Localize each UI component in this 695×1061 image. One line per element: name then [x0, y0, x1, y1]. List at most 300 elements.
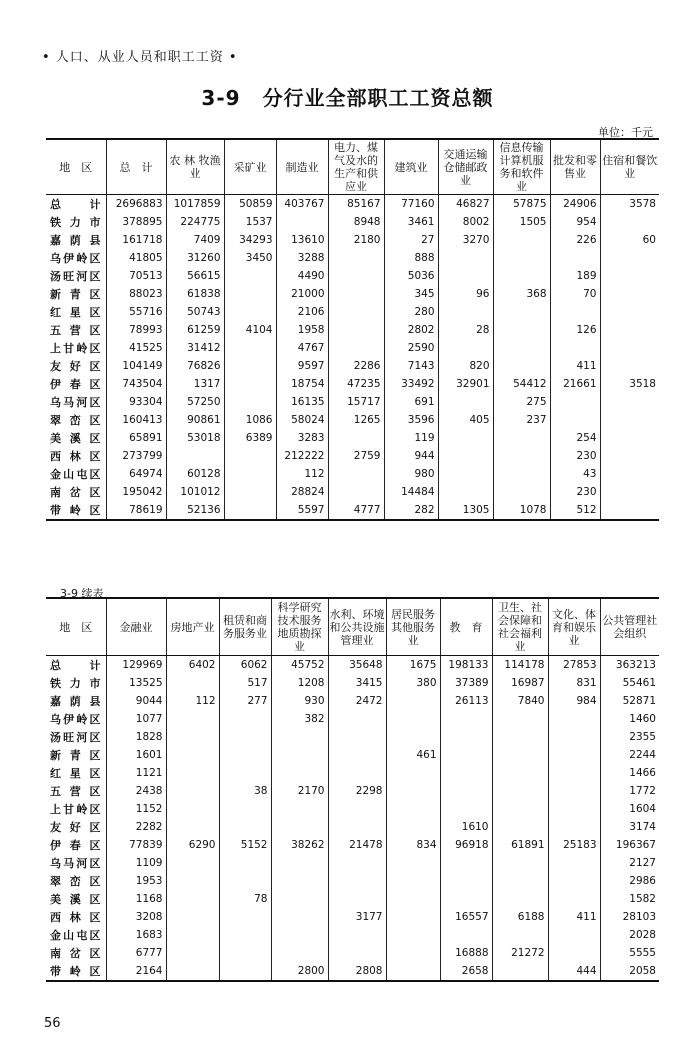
table-row: [46, 285, 659, 303]
value-cell: 53018: [166, 429, 224, 447]
value-cell: [328, 818, 386, 836]
value-cell: [224, 375, 276, 393]
value-cell: 1208: [271, 674, 328, 692]
value-cell: 1582: [600, 890, 659, 908]
region-cell: 总计: [50, 659, 101, 672]
region-cell: 伊春区: [50, 378, 101, 391]
table-row: [46, 357, 659, 375]
value-cell: [224, 483, 276, 501]
value-cell: [271, 746, 328, 764]
value-cell: [328, 285, 384, 303]
value-cell: 28824: [276, 483, 328, 501]
value-cell: 90861: [166, 411, 224, 429]
value-cell: 2286: [328, 357, 384, 375]
value-cell: 691: [384, 393, 438, 411]
value-cell: [328, 339, 384, 357]
value-cell: [328, 764, 386, 782]
value-cell: 444: [548, 962, 600, 981]
value-cell: 2180: [328, 231, 384, 249]
value-cell: 60128: [166, 465, 224, 483]
header-cell: 教 育: [440, 598, 492, 656]
value-cell: 944: [384, 447, 438, 465]
value-cell: 93304: [106, 393, 166, 411]
value-cell: 38: [219, 782, 271, 800]
value-cell: [440, 746, 492, 764]
table-row: [46, 447, 659, 465]
value-cell: 4104: [224, 321, 276, 339]
value-cell: [271, 764, 328, 782]
region-cell: 五营区: [50, 785, 101, 798]
value-cell: [328, 746, 386, 764]
value-cell: 1604: [600, 800, 659, 818]
table-row: [46, 213, 659, 231]
header-cell: 建筑业: [384, 139, 438, 195]
value-cell: 1077: [106, 710, 166, 728]
value-cell: [600, 483, 659, 501]
value-cell: [548, 764, 600, 782]
value-cell: 2438: [106, 782, 166, 800]
value-cell: 2986: [600, 872, 659, 890]
region-cell: 翠峦区: [50, 875, 101, 888]
value-cell: [219, 908, 271, 926]
value-cell: 24906: [550, 195, 600, 214]
value-cell: [493, 303, 550, 321]
value-cell: 273799: [106, 447, 166, 465]
value-cell: [600, 429, 659, 447]
value-cell: [600, 411, 659, 429]
table-row: [46, 854, 659, 872]
value-cell: [224, 447, 276, 465]
region-cell: 嘉荫县: [50, 234, 101, 247]
value-cell: 56615: [166, 267, 224, 285]
value-cell: 8002: [438, 213, 493, 231]
value-cell: 77839: [106, 836, 166, 854]
region-cell: 上甘岭区: [50, 803, 101, 816]
value-cell: 1121: [106, 764, 166, 782]
value-cell: 954: [550, 213, 600, 231]
table-row: [46, 746, 659, 764]
value-cell: 3450: [224, 249, 276, 267]
value-cell: [219, 872, 271, 890]
value-cell: 70: [550, 285, 600, 303]
value-cell: [440, 710, 492, 728]
value-cell: [440, 782, 492, 800]
value-cell: 5597: [276, 501, 328, 520]
value-cell: [386, 728, 440, 746]
value-cell: 119: [384, 429, 438, 447]
value-cell: 57250: [166, 393, 224, 411]
table-row: [46, 249, 659, 267]
value-cell: 2696883: [106, 195, 166, 214]
value-cell: 1152: [106, 800, 166, 818]
value-cell: 126: [550, 321, 600, 339]
value-cell: 6188: [492, 908, 548, 926]
region-cell: 新青区: [50, 288, 101, 301]
region-cell: 新青区: [50, 749, 101, 762]
value-cell: 37389: [440, 674, 492, 692]
value-cell: [328, 321, 384, 339]
value-cell: [492, 854, 548, 872]
table-row: [46, 944, 659, 962]
value-cell: 16557: [440, 908, 492, 926]
value-cell: 3288: [276, 249, 328, 267]
value-cell: [440, 764, 492, 782]
value-cell: [271, 890, 328, 908]
value-cell: [166, 944, 219, 962]
value-cell: [328, 465, 384, 483]
region-cell: 铁力市: [50, 677, 101, 690]
value-cell: 47235: [328, 375, 384, 393]
value-cell: 254: [550, 429, 600, 447]
value-cell: 2282: [106, 818, 166, 836]
value-cell: [271, 728, 328, 746]
value-cell: [386, 764, 440, 782]
header-cell: 信息传输计算机服务和软件业: [493, 139, 550, 195]
value-cell: 512: [550, 501, 600, 520]
region-cell: 五营区: [50, 324, 101, 337]
header-cell: 科学研究技术服务地质勘探业: [271, 598, 328, 656]
value-cell: [492, 872, 548, 890]
value-cell: 230: [550, 447, 600, 465]
value-cell: [386, 890, 440, 908]
value-cell: 189: [550, 267, 600, 285]
header-cell: 金融业: [106, 598, 166, 656]
value-cell: [550, 411, 600, 429]
table-row: [46, 656, 659, 675]
region-cell: 南岔区: [50, 947, 101, 960]
value-cell: 112: [276, 465, 328, 483]
value-cell: 2590: [384, 339, 438, 357]
value-cell: [224, 303, 276, 321]
value-cell: 5036: [384, 267, 438, 285]
value-cell: 2244: [600, 746, 659, 764]
value-cell: [386, 962, 440, 981]
value-cell: 43: [550, 465, 600, 483]
header-cell: 总 计: [106, 139, 166, 195]
value-cell: 5152: [219, 836, 271, 854]
value-cell: 3596: [384, 411, 438, 429]
region-cell: 乌伊岭区: [50, 252, 101, 265]
value-cell: 2759: [328, 447, 384, 465]
value-cell: [492, 962, 548, 981]
value-cell: 55461: [600, 674, 659, 692]
value-cell: 57875: [493, 195, 550, 214]
region-cell: 总计: [50, 198, 101, 211]
value-cell: 834: [386, 836, 440, 854]
value-cell: [492, 746, 548, 764]
value-cell: 101012: [166, 483, 224, 501]
region-cell: 友好区: [50, 360, 101, 373]
value-cell: [219, 962, 271, 981]
value-cell: [224, 339, 276, 357]
value-cell: 2127: [600, 854, 659, 872]
value-cell: 32901: [438, 375, 493, 393]
table-row: [46, 393, 659, 411]
title-number: 3-9: [201, 86, 241, 110]
table-row: [46, 728, 659, 746]
value-cell: [548, 926, 600, 944]
value-cell: 2058: [600, 962, 659, 981]
value-cell: [492, 782, 548, 800]
value-cell: [493, 267, 550, 285]
value-cell: [600, 501, 659, 520]
value-cell: 363213: [600, 656, 659, 675]
value-cell: [440, 872, 492, 890]
region-cell: 上甘岭区: [50, 342, 101, 355]
value-cell: [550, 393, 600, 411]
value-cell: 820: [438, 357, 493, 375]
value-cell: [600, 339, 659, 357]
value-cell: [600, 249, 659, 267]
value-cell: [493, 321, 550, 339]
value-cell: 160413: [106, 411, 166, 429]
region-cell: 金山屯区: [50, 929, 101, 942]
region-cell: 带岭区: [46, 501, 106, 520]
value-cell: 4767: [276, 339, 328, 357]
value-cell: 282: [384, 501, 438, 520]
value-cell: [166, 746, 219, 764]
value-cell: [440, 728, 492, 746]
value-cell: [548, 890, 600, 908]
table-row: [46, 195, 659, 214]
value-cell: [386, 710, 440, 728]
value-cell: 198133: [440, 656, 492, 675]
value-cell: [328, 303, 384, 321]
value-cell: 277: [219, 692, 271, 710]
value-cell: 3208: [106, 908, 166, 926]
header-cell: 电力、煤气及水的生产和供应业: [328, 139, 384, 195]
table-row: [46, 375, 659, 393]
value-cell: [440, 890, 492, 908]
value-cell: [600, 447, 659, 465]
value-cell: 212222: [276, 447, 328, 465]
value-cell: [328, 926, 386, 944]
region-cell: 汤旺河区: [50, 270, 101, 283]
value-cell: 21272: [492, 944, 548, 962]
value-cell: [550, 339, 600, 357]
value-cell: 5555: [600, 944, 659, 962]
value-cell: [600, 303, 659, 321]
table-row: [46, 501, 659, 520]
value-cell: [548, 746, 600, 764]
value-cell: 280: [384, 303, 438, 321]
value-cell: 21478: [328, 836, 386, 854]
value-cell: [600, 357, 659, 375]
value-cell: 2472: [328, 692, 386, 710]
value-cell: [271, 872, 328, 890]
value-cell: 2802: [384, 321, 438, 339]
table-row: [46, 890, 659, 908]
value-cell: [166, 926, 219, 944]
value-cell: 18754: [276, 375, 328, 393]
region-cell: 嘉荫县: [50, 695, 101, 708]
table-row: [46, 836, 659, 854]
table2-body: [46, 656, 659, 982]
value-cell: 461: [386, 746, 440, 764]
value-cell: [493, 447, 550, 465]
value-cell: [219, 854, 271, 872]
value-cell: [224, 501, 276, 520]
value-cell: 1537: [224, 213, 276, 231]
value-cell: 1953: [106, 872, 166, 890]
header-cell: 批发和零售业: [550, 139, 600, 195]
value-cell: [166, 908, 219, 926]
value-cell: 743504: [106, 375, 166, 393]
value-cell: [386, 908, 440, 926]
value-cell: [224, 285, 276, 303]
value-cell: 2298: [328, 782, 386, 800]
header-cell: 水利、环境和公共设施管理业: [328, 598, 386, 656]
value-cell: 4490: [276, 267, 328, 285]
value-cell: 161718: [106, 231, 166, 249]
value-cell: [271, 818, 328, 836]
value-cell: [166, 447, 224, 465]
region-cell: 美溪区: [50, 432, 101, 445]
value-cell: 1675: [386, 656, 440, 675]
value-cell: 16135: [276, 393, 328, 411]
title-text: 分行业全部职工工资总额: [262, 86, 494, 110]
value-cell: [328, 872, 386, 890]
value-cell: [166, 854, 219, 872]
value-cell: [550, 303, 600, 321]
table1-header: [46, 139, 659, 195]
table-row: [46, 465, 659, 483]
value-cell: 1460: [600, 710, 659, 728]
value-cell: 50859: [224, 195, 276, 214]
value-cell: [548, 800, 600, 818]
value-cell: [166, 800, 219, 818]
value-cell: [219, 728, 271, 746]
value-cell: [328, 249, 384, 267]
table-row: [46, 926, 659, 944]
value-cell: [276, 213, 328, 231]
value-cell: 226: [550, 231, 600, 249]
table-row: [46, 411, 659, 429]
value-cell: [328, 429, 384, 447]
value-cell: [492, 818, 548, 836]
table-row: [46, 782, 659, 800]
value-cell: 78: [219, 890, 271, 908]
table-row: [46, 267, 659, 285]
value-cell: 55716: [106, 303, 166, 321]
value-cell: 14484: [384, 483, 438, 501]
value-cell: 1109: [106, 854, 166, 872]
value-cell: [440, 926, 492, 944]
value-cell: [219, 710, 271, 728]
region-cell: 友好区: [50, 821, 101, 834]
region-cell: 翠峦区: [50, 414, 101, 427]
value-cell: [328, 854, 386, 872]
value-cell: 76826: [166, 357, 224, 375]
value-cell: 517: [219, 674, 271, 692]
value-cell: 78619: [106, 501, 166, 520]
value-cell: [166, 962, 219, 981]
value-cell: 237: [493, 411, 550, 429]
value-cell: 6389: [224, 429, 276, 447]
table-row: [46, 692, 659, 710]
value-cell: 33492: [384, 375, 438, 393]
value-cell: [386, 854, 440, 872]
value-cell: [438, 339, 493, 357]
value-cell: 3415: [328, 674, 386, 692]
region-cell: 伊春区: [50, 839, 101, 852]
header-cell: 卫生、社会保障和社会福利业: [492, 598, 548, 656]
page-title: [0, 82, 695, 111]
value-cell: 60: [600, 231, 659, 249]
value-cell: 7143: [384, 357, 438, 375]
value-cell: 195042: [106, 483, 166, 501]
value-cell: [271, 908, 328, 926]
value-cell: [328, 267, 384, 285]
header-cell: 租赁和商务服务业: [219, 598, 271, 656]
value-cell: [492, 710, 548, 728]
value-cell: 8948: [328, 213, 384, 231]
header-cell: 交通运输仓储邮政业: [438, 139, 493, 195]
section-header: • 人口、从业人员和职工工资 •: [42, 50, 238, 65]
value-cell: [386, 818, 440, 836]
value-cell: [224, 465, 276, 483]
value-cell: [386, 926, 440, 944]
value-cell: 1466: [600, 764, 659, 782]
value-cell: 28103: [600, 908, 659, 926]
value-cell: 9597: [276, 357, 328, 375]
value-cell: 112: [166, 692, 219, 710]
value-cell: [492, 800, 548, 818]
region-cell: 铁力市: [50, 216, 101, 229]
value-cell: [271, 944, 328, 962]
unit-label: 单位：千元: [598, 126, 653, 139]
region-cell: 汤旺河区: [50, 731, 101, 744]
value-cell: 345: [384, 285, 438, 303]
value-cell: 96918: [440, 836, 492, 854]
region-cell: 红星区: [50, 767, 101, 780]
region-cell: 乌马河区: [50, 396, 101, 409]
value-cell: 88023: [106, 285, 166, 303]
value-cell: [600, 393, 659, 411]
region-cell: 乌伊岭区: [50, 713, 101, 726]
value-cell: 31412: [166, 339, 224, 357]
value-cell: 28: [438, 321, 493, 339]
value-cell: 378895: [106, 213, 166, 231]
value-cell: 1317: [166, 375, 224, 393]
table-row: [46, 872, 659, 890]
value-cell: 930: [271, 692, 328, 710]
value-cell: [328, 710, 386, 728]
header-cell: 农 林 牧渔业: [166, 139, 224, 195]
header-cell: 公共管理社会组织: [600, 598, 659, 656]
value-cell: [271, 854, 328, 872]
value-cell: [548, 854, 600, 872]
value-cell: [328, 728, 386, 746]
value-cell: 382: [271, 710, 328, 728]
value-cell: 6290: [166, 836, 219, 854]
region-cell: 西林区: [50, 911, 101, 924]
header-cell: 地 区: [46, 598, 106, 656]
value-cell: [224, 393, 276, 411]
value-cell: 403767: [276, 195, 328, 214]
value-cell: [166, 674, 219, 692]
header-cell: 居民服务其他服务业: [386, 598, 440, 656]
value-cell: [438, 483, 493, 501]
value-cell: 27: [384, 231, 438, 249]
table-row: [46, 339, 659, 357]
value-cell: 3174: [600, 818, 659, 836]
value-cell: 2800: [271, 962, 328, 981]
value-cell: 38262: [271, 836, 328, 854]
value-cell: 96: [438, 285, 493, 303]
value-cell: [492, 764, 548, 782]
value-cell: 411: [550, 357, 600, 375]
